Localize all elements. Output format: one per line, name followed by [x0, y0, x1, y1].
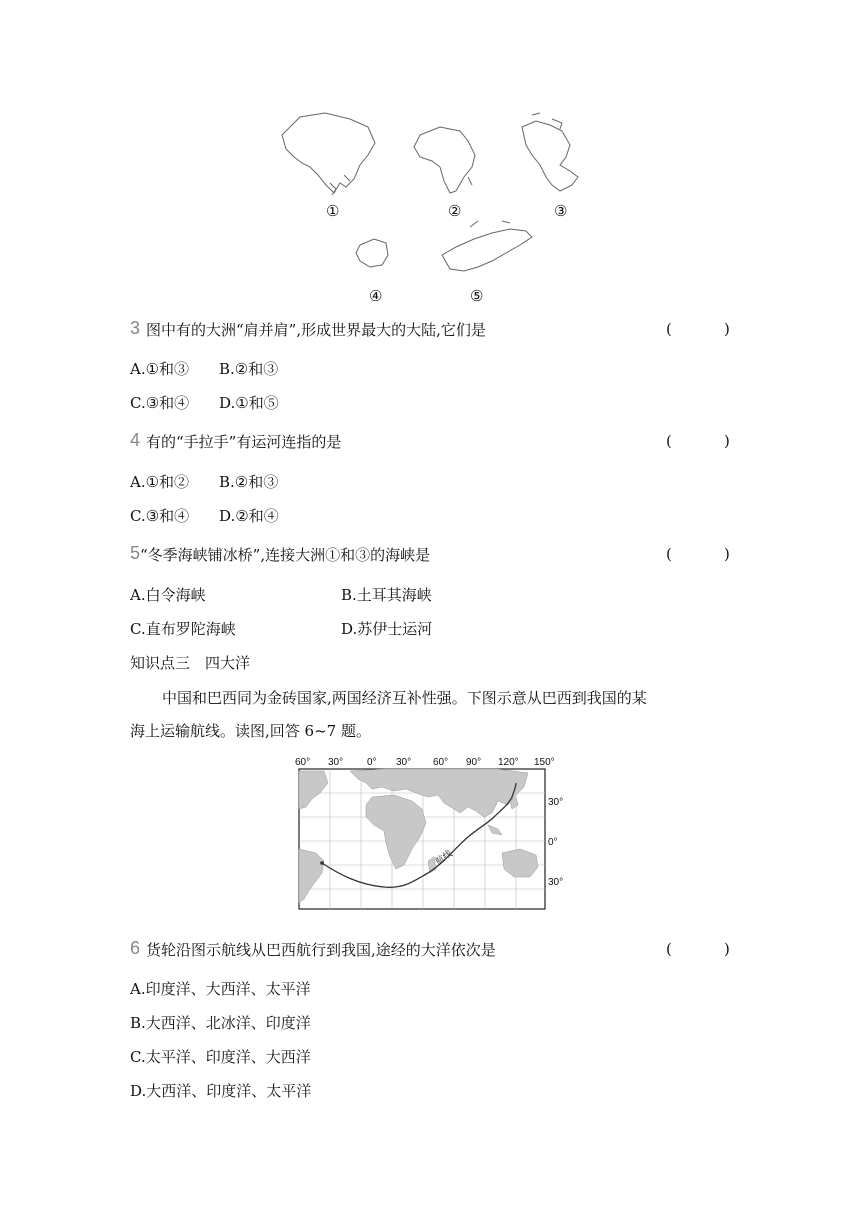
q3-option-a: A.①和③ — [130, 360, 190, 378]
q5-option-d: D.苏伊士运河 — [341, 620, 433, 638]
answer-paren-open: ( — [666, 432, 672, 450]
question-number: 5 — [130, 543, 141, 563]
q3-option-b: B.②和③ — [219, 360, 279, 378]
q3-option-d: D.①和⑤ — [219, 394, 279, 412]
lon-label-30e: 30° — [396, 757, 412, 768]
answer-paren-open: ( — [666, 940, 672, 958]
answer-paren-open: ( — [666, 545, 672, 563]
route-map-svg — [288, 753, 578, 915]
section-title: 知识点三 四大洋 — [130, 654, 251, 672]
figure-label-4: ④ — [369, 287, 383, 305]
figure-label-1: ① — [326, 202, 340, 220]
q5-option-b: B.土耳其海峡 — [341, 586, 432, 604]
q6-option-a: A.印度洋、大西洋、太平洋 — [130, 980, 311, 998]
question-stem: 货轮沿图示航线从巴西航行到我国,途经的大洋依次是 — [146, 941, 496, 959]
continent-africa-outline — [414, 127, 475, 193]
lon-label-90e: 90° — [466, 757, 482, 768]
q5-option-a: A.白令海峡 — [130, 586, 206, 604]
answer-paren-close: ) — [724, 432, 730, 450]
q5-option-c: C.直布罗陀海峡 — [130, 620, 236, 638]
question-stem: 有的“手拉手”有运河连指的是 — [146, 433, 342, 451]
question-stem: 图中有的大洲“肩并肩”,形成世界最大的大陆,它们是 — [146, 321, 486, 339]
lat-label-30s: 30° — [548, 877, 564, 888]
q4-option-d: D.②和④ — [219, 507, 279, 525]
continents-svg — [270, 105, 600, 305]
continents-figure — [270, 105, 600, 305]
q4-option-a: A.①和② — [130, 473, 190, 491]
q4-option-b: B.②和③ — [219, 473, 279, 491]
figure-label-5: ⑤ — [470, 287, 484, 305]
route-start-marker — [320, 861, 324, 865]
route-label: 航线 — [433, 848, 454, 867]
section-intro-line-2: 海上运输航线。读图,回答 6~7 题。 — [130, 722, 371, 740]
continent-antarctica-outline — [356, 239, 388, 267]
lat-label-0: 0° — [548, 837, 558, 848]
lat-label-30n: 30° — [548, 797, 564, 808]
figure-label-3: ③ — [554, 202, 568, 220]
continent-europe-outline — [442, 229, 532, 271]
figure-label-2: ② — [448, 202, 462, 220]
question-number: 4 — [130, 430, 141, 450]
q4-option-c: C.③和④ — [130, 507, 190, 525]
answer-paren-open: ( — [666, 320, 672, 338]
question-stem: “冬季海峡铺冰桥”,连接大洲①和③的海峡是 — [140, 546, 431, 564]
section-intro-line-1: 中国和巴西同为金砖国家,两国经济互补性强。下图示意从巴西到我国的某 — [162, 689, 647, 707]
answer-paren-close: ) — [724, 545, 730, 563]
continent-asia-outline — [282, 113, 375, 193]
q6-option-b: B.大西洋、北冰洋、印度洋 — [130, 1014, 311, 1032]
q3-option-c: C.③和④ — [130, 394, 190, 412]
question-number: 3 — [130, 318, 141, 338]
lon-label-0: 0° — [367, 757, 377, 768]
q6-option-c: C.太平洋、印度洋、大西洋 — [130, 1048, 311, 1066]
lon-label-60e: 60° — [433, 757, 449, 768]
q6-option-d: D.大西洋、印度洋、太平洋 — [130, 1082, 312, 1100]
answer-paren-close: ) — [724, 940, 730, 958]
question-number: 6 — [130, 938, 141, 958]
lon-label-30w: 30° — [328, 757, 344, 768]
lon-label-120e: 120° — [498, 757, 519, 768]
answer-paren-close: ) — [724, 320, 730, 338]
continent-north-america-outline — [522, 121, 578, 191]
lon-label-150e: 150° — [534, 757, 555, 768]
lon-label-60w: 60° — [295, 757, 311, 768]
route-map-figure — [288, 753, 578, 915]
